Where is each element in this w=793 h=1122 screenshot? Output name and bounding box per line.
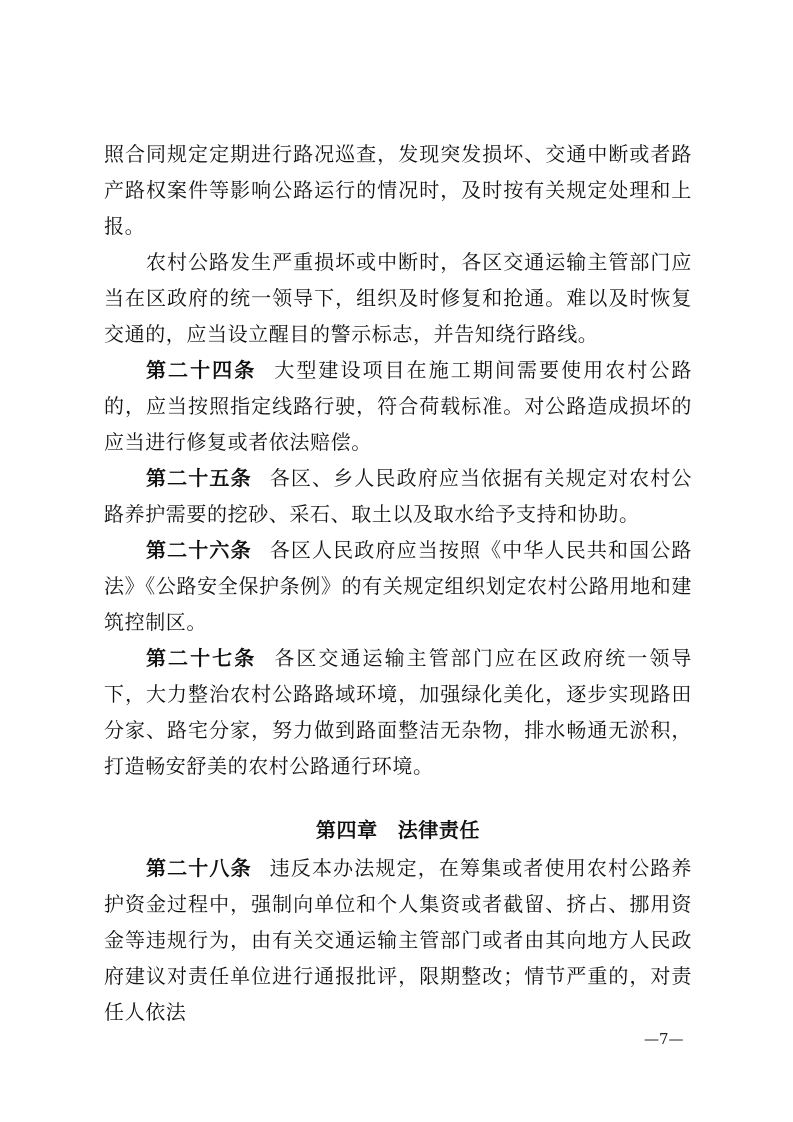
article-number: 第二十五条 (146, 466, 252, 490)
article-text: 大型建设项目在施工期间需要使用农村公路的，应当按照指定线路行驶，符合荷载标准。对公路造成损坏的应当进行修复或者依法赔偿。 (104, 358, 693, 454)
article-number: 第二十四条 (146, 358, 257, 382)
article-number: 第二十七条 (146, 646, 257, 670)
chapter-number: 第四章 (315, 818, 378, 842)
article-number: 第二十八条 (146, 856, 252, 880)
body-paragraph: 照合同规定定期进行路况巡查，发现突发损坏、交通中断或者路产路权案件等影响公路运行的情况时，及时按有关规定处理和上报。 (104, 142, 692, 238)
article-text: 各区人民政府应当按照《中华人民共和国公路法》《公路安全保护条例》的有关规定组织划定农村公路用地和建筑控制区。 (104, 538, 693, 634)
article-25 (104, 460, 692, 532)
article-26 (104, 532, 692, 640)
article-text: 违反本办法规定，在筹集或者使用农村公路养护资金过程中，强制向单位和个人集资或者截留、挤占、挪用资金等违规行为，由有关交通运输主管部门或者由其向地方人民政府建议对责任单位进行通报批评，限期整改；情节严重的，对责任人依法 (104, 856, 693, 1024)
page-number: —7— (644, 1030, 684, 1048)
document-page (104, 136, 692, 1030)
chapter-heading (104, 812, 692, 848)
article-text: 各区、乡人民政府应当依据有关规定对农村公路养护需要的挖砂、采石、取土以及取水给予支持和协助。 (104, 466, 693, 526)
chapter-title: 法律责任 (397, 818, 481, 842)
article-27 (104, 640, 692, 784)
article-number: 第二十六条 (146, 538, 252, 562)
article-24 (104, 352, 692, 460)
article-text: 各区交通运输主管部门应在区政府统一领导下，大力整治农村公路路域环境，加强绿化美化，逐步实现路田分家、路宅分家，努力做到路面整洁无杂物，排水畅通无淤积，打造畅安舒美的农村公路通行环境。 (104, 646, 693, 778)
article-28 (104, 850, 692, 1030)
body-paragraph: 农村公路发生严重损坏或中断时，各区交通运输主管部门应当在区政府的统一领导下，组织及时修复和抢通。难以及时恢复交通的，应当设立醒目的警示标志，并告知绕行路线。 (104, 250, 692, 346)
